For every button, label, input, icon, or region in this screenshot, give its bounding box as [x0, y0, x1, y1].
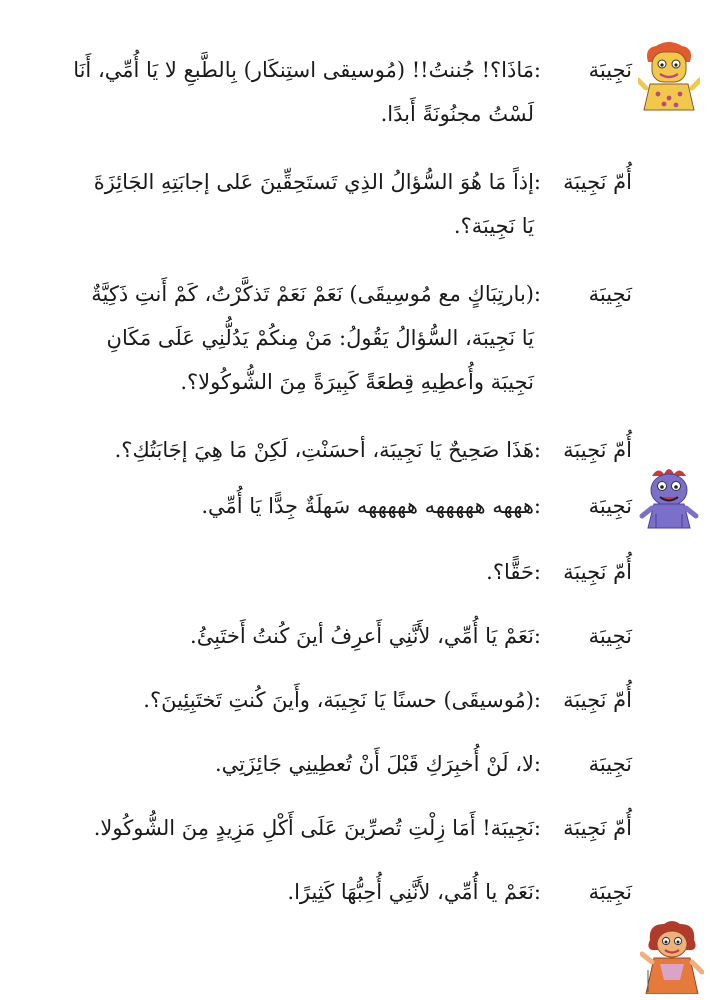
speaker-name: نَجِيبَة	[588, 494, 632, 518]
purple-puppet-illustration	[638, 466, 700, 530]
speaker-colon: :	[533, 560, 542, 584]
speaker-colon: :	[533, 624, 542, 648]
speaker-name: أُمّ نَجِيبَة	[563, 816, 632, 840]
speaker-colon: :	[533, 494, 542, 518]
girl-puppet-illustration	[638, 40, 700, 112]
speaker-name: نَجِيبَة	[588, 282, 632, 306]
speaker-colon: :	[533, 816, 542, 840]
speaker-name: نَجِيبَة	[588, 752, 632, 776]
speaker-name: أُمّ نَجِيبَة	[563, 688, 632, 712]
speech-text: نَجِيبَة وأُعطِيهِ قِطعَةً كَبِيرَةً مِنَ الشُّوكُولا؟.	[180, 370, 534, 394]
speaker-colon: :	[533, 170, 542, 194]
speech-text: إذاً مَا هُوَ السُّؤالُ الذِي تَستَحِقِّينَ عَلى إجابَتِهِ الجَائِزَةَ	[93, 170, 534, 194]
speaker-name: نَجِيبَة	[588, 624, 632, 648]
speaker-name: أُمّ نَجِيبَة	[563, 170, 632, 194]
speaker-colon: :	[533, 880, 542, 904]
speaker-colon: :	[533, 688, 542, 712]
speech-text: يَا نَجِيبَة، السُّؤالُ يَقُولُ: مَنْ مِنكُمْ يَدُلُّنِي عَلَى مَكَانِ	[106, 326, 534, 350]
speech-text: حَقًّا؟.	[486, 560, 534, 584]
speaker-name: نَجِيبَة	[588, 880, 632, 904]
speech-text: هههه هههههه هههههه سَهلَةٌ جِدًّا يَا أُمِّي.	[201, 494, 534, 518]
speech-text: لَسْتُ مجنُونَةً أَبدًا.	[380, 102, 534, 126]
speech-text: (مُوسيقَى) حسنًا يَا نَجِيبَة، وأَينَ كُنتِ تَختَبِئِينَ؟.	[143, 688, 534, 712]
speaker-name: أُمّ نَجِيبَة	[563, 560, 632, 584]
speech-text: نَعَمْ يَا أُمِّي، لأَنَّنِي أَعرِفُ أينَ كُنتُ أَختَبِئُ.	[190, 624, 534, 648]
speaker-colon: :	[533, 752, 542, 776]
speech-text: هَذَا صَحِيحٌ يَا نَجِيبَة، أحسَنْتِ، لَكِنْ مَا هِيَ إجَابَتُكِ؟.	[114, 438, 534, 462]
speaker-name: أُمّ نَجِيبَة	[563, 438, 632, 462]
speaker-name: نَجِيبَة	[588, 58, 632, 82]
speaker-colon: :	[533, 282, 542, 306]
speech-text: مَاذَا؟! جُننتُ!! (مُوسيقى استِنكَار) بِالطَّبعِ لا يَا أُمِّي، أَنَا	[73, 58, 534, 82]
speech-text: يَا نَجِيبَة؟.	[453, 214, 534, 238]
speech-text: نَجِيبَة! أَمَا زِلْتِ تُصرِّينَ عَلَى أَكْلِ مَزِيدٍ مِنَ الشُّوكُولا.	[93, 816, 534, 840]
speaker-colon: :	[533, 58, 542, 82]
speaker-colon: :	[533, 438, 542, 462]
speech-text: نَعَمْ يا أُمِّي، لأَنَّنِي أُحِبُّهَا كَثِيرًا.	[287, 880, 534, 904]
speech-text: لا، لَنْ أُخبِرَكِ قَبْلَ أَنْ تُعطِينِي جَائِزَتِي.	[215, 752, 534, 776]
mother-puppet-illustration	[640, 920, 704, 994]
speech-text: (بارتِبَاكٍ مع مُوسِيقَى) نَعَمْ نَعَمْ تَذكَّرْتُ، كَمْ أَنتِ ذَكِيَّةٌ	[91, 282, 534, 306]
